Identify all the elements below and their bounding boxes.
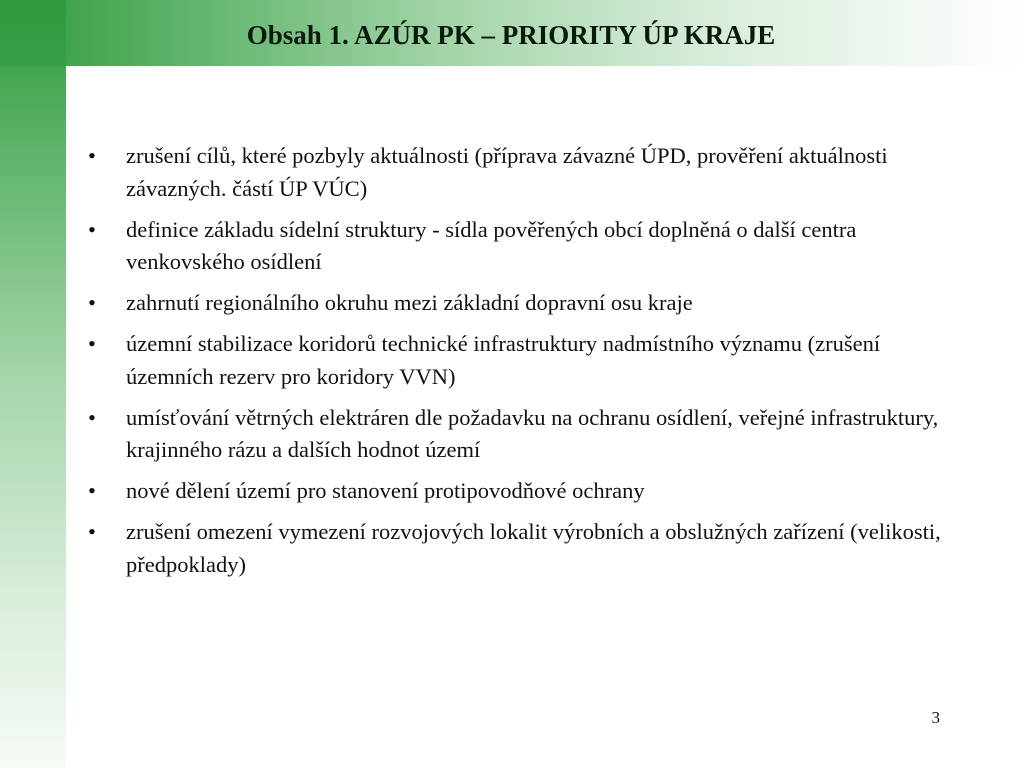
list-item-text: definice základu sídelní struktury - sídla pověřených obcí doplněná o další centra venkovského osídlení [126, 216, 857, 274]
list-item-text: územní stabilizace koridorů technické infrastruktury nadmístního významu (zrušení územních rezerv pro koridory VVN) [126, 331, 881, 389]
list-item-text: zrušení omezení vymezení rozvojových lokalit výrobních a obslužných zařízení (velikosti, předpoklady) [126, 519, 941, 577]
list-item [84, 214, 964, 279]
bullet-icon: • [88, 519, 96, 544]
bullet-list [84, 140, 964, 581]
list-item-text: zrušení cílů, které pozbyly aktuálnosti (příprava závazné ÚPD, prověření aktuálnosti závazných. částí ÚP VÚC) [126, 143, 888, 201]
bullet-icon: • [88, 404, 96, 430]
list-item [84, 328, 964, 393]
page-number: 3 [931, 708, 940, 727]
list-item [84, 516, 964, 581]
list-item [84, 402, 964, 467]
bullet-icon: • [88, 478, 96, 503]
list-item-text: zahrnutí regionálního okruhu mezi základní dopravní osu kraje [126, 290, 693, 315]
list-item [84, 287, 964, 320]
corner-accent [0, 0, 66, 66]
bullet-icon: • [88, 143, 96, 168]
bullet-icon: • [88, 290, 96, 315]
slide-title: Obsah 1. AZÚR PK – PRIORITY ÚP KRAJE [246, 20, 776, 50]
list-item-text: umísťování větrných elektráren dle požadavku na ochranu osídlení, veřejné infrastruktury, krajinného rázu a dalších hodnot území [126, 404, 939, 462]
list-item [84, 140, 964, 205]
slide-content [84, 140, 964, 590]
left-gradient-band [0, 0, 66, 768]
list-item [84, 475, 964, 508]
bullet-icon: • [88, 216, 96, 242]
bullet-icon: • [88, 331, 96, 356]
list-item-text: nové dělení území pro stanovení protipovodňové ochrany [126, 478, 645, 503]
